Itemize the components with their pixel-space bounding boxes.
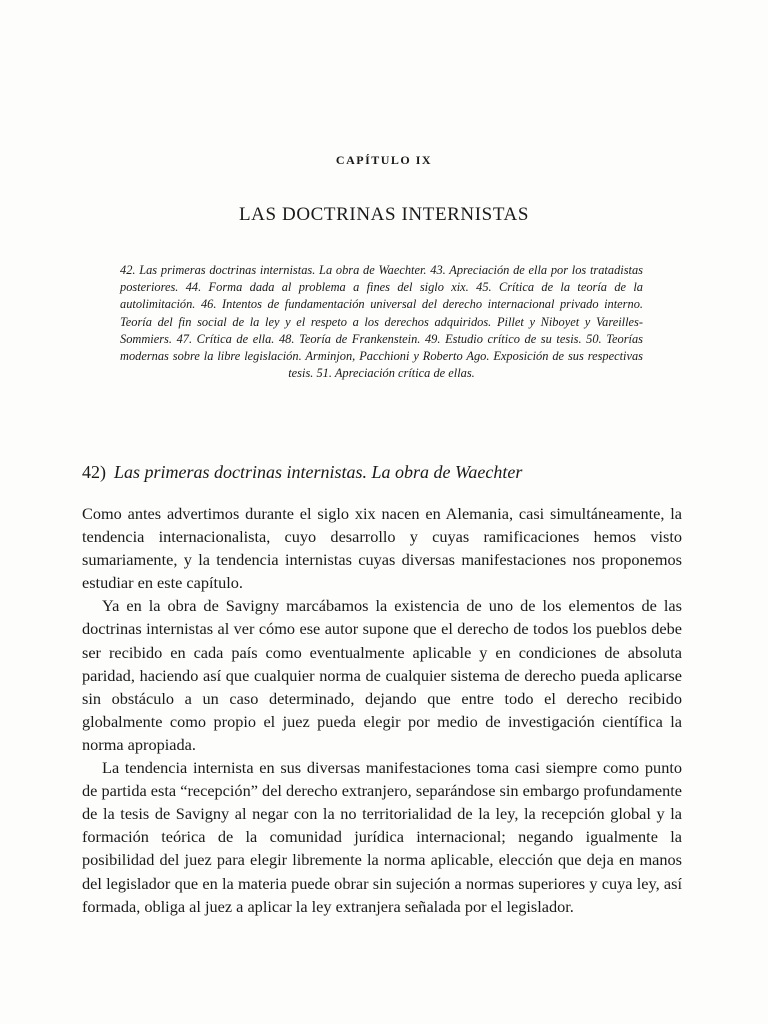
section-title: Las primeras doctrinas internistas. La obra de Waechter [114, 462, 523, 482]
chapter-title: LAS DOCTRINAS INTERNISTAS [238, 204, 530, 225]
section-heading [82, 460, 682, 484]
paragraph-3: La tendencia internista en sus diversas manifestaciones toma casi siempre como punto de partida esta “recepción” del derecho extranjero, separándose sin embargo profundamente de la tesis de Savigny al negar con la no territorialidad de la ley, la recepción global y la formación teórica de la comunidad jurídica internacional; negando igualmente la posibilidad del juez para elegir libremente la norma aplicable, elección que deja en manos del legislador que en la materia puede obrar sin sujeción a normas superiores y cuya ley, así formada, obliga al juez a aplicar la ley extranjera señalada por el legislador. [82, 758, 682, 916]
paragraph-2: Ya en la obra de Savigny marcábamos la existencia de uno de los elementos de las doctrinas internistas al ver cómo ese autor supone que el derecho de todos los pueblos debe ser recibido en cada país como eventualmente aplicable y en condiciones de absoluta paridad, haciendo así que cualquier norma de cualquier sistema de derecho pueda aplicarse sin obstáculo a un caso determinado, dejando que entre todo el derecho recibido globalmente como propio el juez pueda elegir por medio de investigación científica la norma apropiada. [82, 596, 682, 754]
chapter-label: CAPÍTULO IX [335, 153, 433, 167]
section-number: 42) [82, 462, 106, 482]
chapter-summary: 42. Las primeras doctrinas internistas. La obra de Waechter. 43. Apreciación de ella por los tratadistas posteriores. 44. Forma dada al problema a fines del siglo xix. 45. Crítica de la teoría de la autolimitación. 46. Intentos de fundamentación universal del derecho internacional privado interno. Teoría del fin social de la ley y el respeto a los derechos adquiridos. Pillet y Niboyet y Vareilles-Sommiers. 47. Crítica de ella. 48. Teoría de Frankenstein. 49. Estudio crítico de su tesis. 50. Teorías modernas sobre la libre legislación. Arminjon, Pacchioni y Roberto Ago. Exposición de sus respectivas tesis. 51. Apreciación crítica de ellas. [120, 263, 643, 381]
body-text [82, 502, 682, 918]
paragraph-1: Como antes advertimos durante el siglo xix nacen en Alemania, casi simultáneamente, la tendencia internacionalista, cuyo desarrollo y cuyas ramificaciones hemos visto sumariamente, y la tendencia internistas cuyas diversas manifestaciones nos proponemos estudiar en este capítulo. [82, 504, 682, 593]
